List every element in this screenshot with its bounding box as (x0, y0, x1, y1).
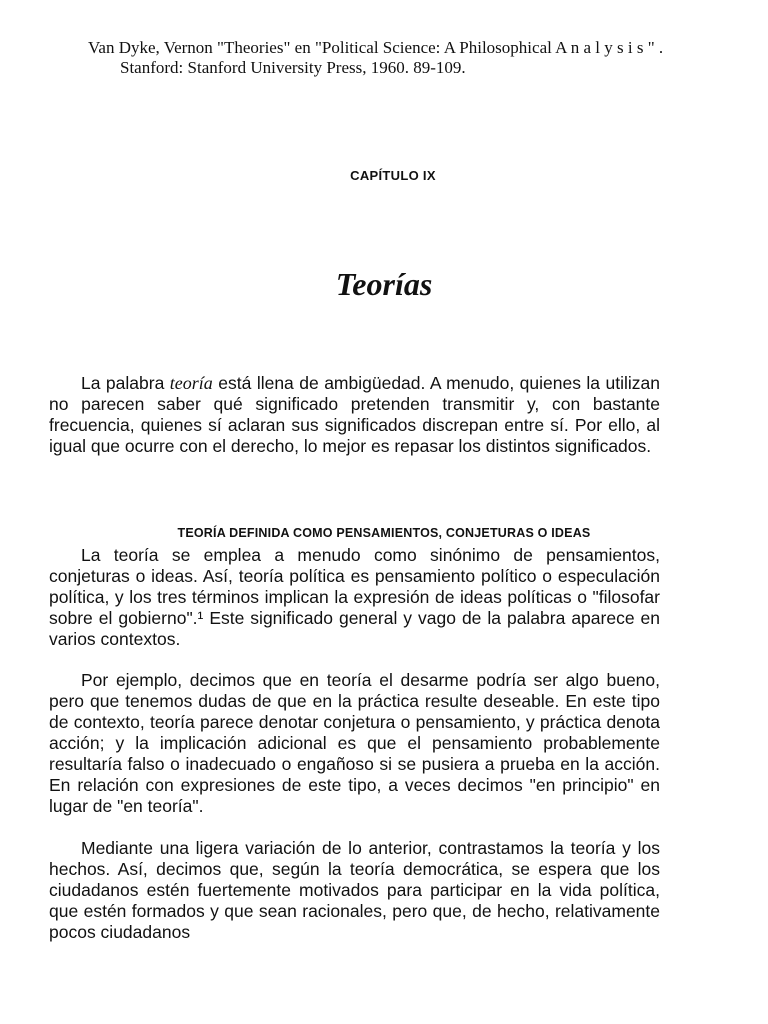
chapter-title: Teorías (335, 266, 433, 302)
body-paragraph (49, 670, 660, 817)
paragraph-text: Mediante una ligera variación de lo anterior, contrastamos la teoría y los hechos. Así, decimos que, según la teoría democrática, se espera que los ciudadanos estén fuertemente motivados para participar en la vida política, que estén formados y que sean racionales, pero que, de hecho, relativamente pocos ciudadanos (49, 838, 660, 942)
intro-text-after: está llena de ambigüedad. A menudo, quienes la utilizan no parecen saber qué significado pretenden transmitir y, con bastante frecuencia, quienes sí aclaran sus significados discrepan entre sí. Por ello, al igual que ocurre con el derecho, lo mejor es repasar los distintos significados. (49, 373, 660, 456)
paragraph-text: La teoría se emplea a menudo como sinónimo de pensamientos, conjeturas o ideas. Así, teoría política es pensamiento político o especulación política, y los tres términos implican la expresión de ideas políticas o "filosofar sobre el gobierno".¹ Este significado general y vago de la palabra aparece en varios contextos. (49, 545, 660, 649)
bibliographic-citation: Van Dyke, Vernon "Theories" en "Political Science: A Philosophical A n a l y s i s " . Stanford: Stanford University Press, 1960. 89-109. (88, 38, 664, 77)
body-paragraph (49, 838, 660, 943)
chapter-number: CAPÍTULO IX (350, 168, 436, 183)
body-paragraph (49, 545, 660, 650)
section-heading: TEORÍA DEFINIDA COMO PENSAMIENTOS, CONJETURAS O IDEAS (177, 526, 591, 540)
intro-paragraph (49, 373, 660, 457)
intro-term: teoría (169, 373, 213, 393)
intro-text-before: La palabra (81, 373, 170, 393)
paragraph-text: Por ejemplo, decimos que en teoría el desarme podría ser algo bueno, pero que tenemos dudas de que en la práctica resulte deseable. En este tipo de contexto, teoría parece denotar conjetura o pensamiento, y práctica denota acción; y la implicación adicional es que el pensamiento probablemente resultaría falso o inadecuado o engañoso si se pusiera a prueba en la acción. En relación con expresiones de este tipo, a veces decimos "en principio" en lugar de "en teoría". (49, 670, 660, 816)
